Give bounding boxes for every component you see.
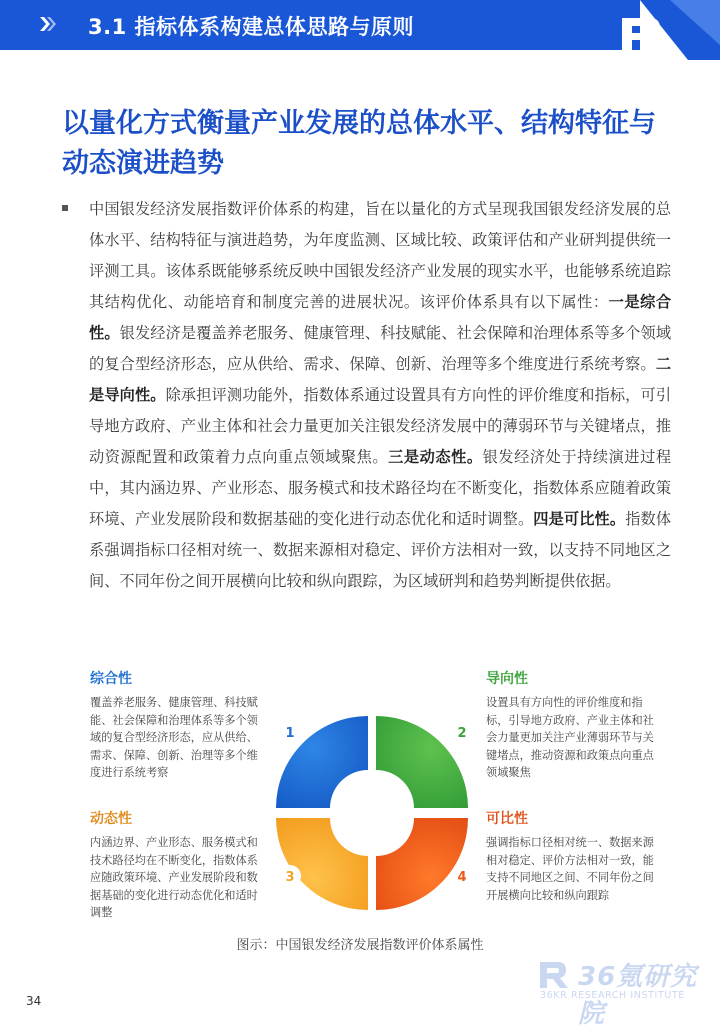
body-text-3: 除承担评测功能外，指数体系通过设置具有方向性的评价维度和指标，可引导地方政府、产业主体和社会力量更加关注银发经济发展中的薄弱环节与关键堵点，推动资源配置和政策着力点向重点领域聚焦。: [89, 386, 672, 466]
watermark-main-text: 36氪研究院: [578, 962, 698, 1029]
body-text-5: 指数体系强调指标口径相对统一、数据来源相对稳定、评价方法相对一致，以支持不同地区之间、不同年份之间开展横向比较和纵向跟踪，为区域研判和趋势判断提供依据。: [89, 510, 672, 590]
section-title: 3.1 指标体系构建总体思路与原则: [88, 15, 415, 39]
attr-text-comprehensive: 覆盖养老服务、健康管理、科技赋能、社会保障和治理体系等多个领域的复合型经济形态，应从供给、需求、保障、创新、治理等多个维度进行系统考察: [90, 696, 258, 779]
attr-label-4: 四是可比性。: [533, 510, 626, 528]
body-paragraph: [89, 194, 671, 597]
body-text-2: 银发经济是覆盖养老服务、健康管理、科技赋能、社会保障和治理体系等多个领域的复合型经济形态，应从供给、需求、保障、创新、治理等多个维度进行系统考察。: [89, 324, 672, 373]
body-text-1: 中国银发经济发展指数评价体系的构建，旨在以量化的方式呈现我国银发经济发展的总体水平、结构特征与演进趋势，为年度监测、区域比较、政策评估和产业研判提供统一评测工具。该体系既能够系统反映中国银发经济产业发展的现实水平，也能够系统追踪其结构优化、动能培育和制度完善的进展状况。该评价体系具有以下属性：: [89, 200, 671, 311]
watermark-r-icon: [536, 958, 572, 990]
chevron-right-icon: [36, 13, 58, 35]
figure-caption: 图示：中国银发经济发展指数评价体系属性: [236, 938, 484, 953]
attr-title-comprehensive: 综合性: [90, 671, 132, 687]
page-title: 以量化方式衡量产业发展的总体水平、结构特征与动态演进趋势: [62, 108, 656, 179]
bullet-icon: [62, 205, 68, 211]
attr-label-3: 三是动态性。: [388, 448, 483, 466]
body-text-4: 银发经济处于持续演进过程中，其内涵边界、产业形态、服务模式和技术路径均在不断变化，指数体系应随着政策环境、产业发展阶段和数据基础的变化进行动态优化和适时调整。: [89, 448, 672, 528]
attr-text-comparable: 强调指标口径相对统一、数据来源相对稳定、评价方法相对一致，能支持不同地区之间、不同年份之间开展横向比较和纵向跟踪: [486, 836, 654, 902]
attr-text-dynamic: 内涵边界、产业形态、服务模式和技术路径均在不断变化，指数体系应随政策环境、产业发展阶段和数据基础的变化进行动态优化和适时调整: [90, 836, 258, 919]
watermark-sub-text: 36KR RESEARCH INSTITUTE: [540, 990, 685, 1001]
page-number: 34: [26, 994, 42, 1008]
attr-text-guidance: 设置具有方向性的评价维度和指标，引导地方政府、产业主体和社会力量更加关注产业薄弱环节与关键堵点，推动资源和政策点向重点领域聚焦: [486, 696, 654, 779]
page-header: [0, 0, 720, 50]
attr-title-dynamic: 动态性: [90, 811, 132, 827]
badge-2: 2: [457, 726, 467, 741]
watermark-logo: [536, 956, 706, 1029]
brand-r-icon: [600, 0, 720, 60]
attr-title-comparable: 可比性: [486, 811, 528, 827]
attr-label-1: 一是综合性。: [89, 293, 672, 342]
badge-3: 3: [285, 870, 295, 885]
attr-title-guidance: 导向性: [486, 671, 528, 687]
attr-label-2: 二是导向性。: [89, 355, 671, 404]
attributes-diagram: [268, 708, 476, 918]
badge-1: 1: [285, 726, 295, 741]
badge-4: 4: [457, 870, 467, 885]
